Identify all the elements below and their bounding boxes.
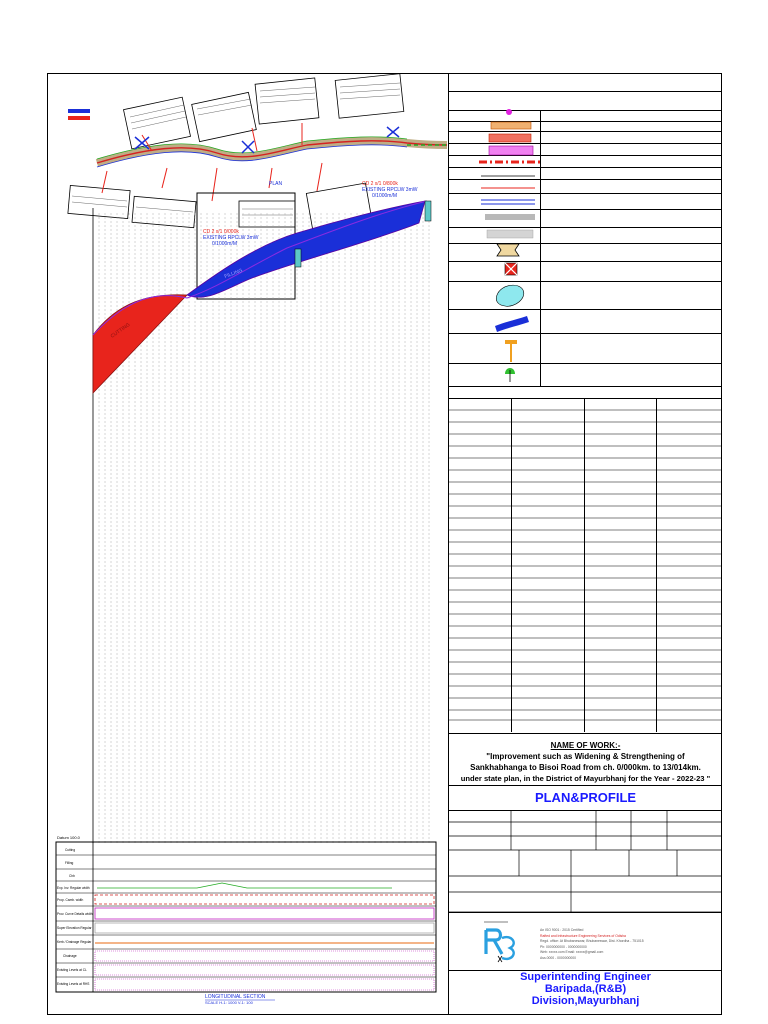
row-label-curve: Prov. Curve Details width xyxy=(57,912,93,916)
consultant-line-1: An ISO 9001 : 2015 Certified xyxy=(540,928,584,932)
signature-block xyxy=(449,971,722,1007)
row-label-chainage: Chainage xyxy=(63,954,77,958)
consultant-line-5: Web: xxxxx.com Email: xxxxx@gmail.com xyxy=(540,950,604,955)
scale-label: SCALE H-1: 1000 V-1: 100 xyxy=(205,1000,253,1005)
row-label-prop: Prop. Camb. width xyxy=(57,898,84,902)
left-title-banner-3: 0/1000m/M xyxy=(212,241,238,247)
signature-line-1: Superintending Engineer xyxy=(520,971,651,983)
fill-label: FILLING xyxy=(223,267,244,280)
consultant-details xyxy=(540,928,720,962)
name-of-work-block xyxy=(449,740,722,784)
name-of-work-line-1: "Improvement such as Widening & Strengthening of xyxy=(486,752,685,761)
name-of-work-line-2: Sankhabhanga to Bisoi Road from ch. 0/000km. to 13/014km. xyxy=(470,763,701,772)
consultant-line-3: Regd. office: At Bhubaneswar, Bhubaneswar, Dist. Khordha - 751015 xyxy=(540,939,644,944)
gray-road-icon xyxy=(485,214,535,220)
row-label-exp: Exp. Inv. Regular width xyxy=(57,886,90,890)
data-table-rows xyxy=(449,398,722,732)
tree-symbol-icon xyxy=(506,109,512,115)
left-title-banner-1: CD 2 x/1 0/000k xyxy=(203,229,239,235)
river-icon xyxy=(495,316,529,332)
electric-pole-icon xyxy=(505,340,517,362)
longitudinal-section-label: LONGITUDINAL SECTION xyxy=(205,994,266,1000)
consultant-line-2: Rafted and Infrastructure Engineering Services of Odisha xyxy=(540,933,626,938)
name-of-work-heading: NAME OF WORK:- xyxy=(550,741,621,750)
row-label-existing-rhs: Existing Levels at RHS xyxy=(57,982,90,986)
plan-label: PLAN xyxy=(269,181,283,187)
cutting-area xyxy=(93,295,187,393)
sheet-title: PLAN&PROFILE xyxy=(534,790,637,805)
consultant-line-6: Ass.0000 - 0000000000 xyxy=(540,955,577,960)
row-label-kerb: Kerb / Drainage Regular xyxy=(57,940,92,944)
pond-icon xyxy=(496,285,524,306)
left-title-banner-2: EXISTING RPCLW 3mW xyxy=(203,235,259,241)
consultant-line-4: Ph: 0000000000 - 0000000000 xyxy=(540,944,587,949)
right-title-banner-3: 0/1000m/M xyxy=(372,193,398,199)
row-label-super: Super Elevation Regular xyxy=(57,926,92,930)
signature-line-3: Division,Mayurbhanj xyxy=(531,995,640,1007)
row-label-filling: Filling xyxy=(65,861,74,865)
culvert-marker xyxy=(295,249,301,267)
legend-symbols xyxy=(449,100,541,390)
datum-label: Datum 100.0 xyxy=(57,835,80,840)
signature-line-2: Baripada,(R&B) xyxy=(544,983,627,995)
culvert-marker-right xyxy=(425,201,431,221)
gray-road-icon-2 xyxy=(487,230,533,238)
profile-table xyxy=(56,842,436,992)
row-label-cutting: Cutting xyxy=(65,848,76,852)
bridge-symbol-icon xyxy=(489,134,531,142)
revision-table xyxy=(449,810,722,912)
right-title-banner-2: EXISTING RPCLW 3mW xyxy=(362,187,418,193)
culvert-box-icon xyxy=(497,244,519,256)
name-of-work-line-3: under state plan, in the District of Mayurbhanj for the Year - 2022-23 " xyxy=(460,774,711,783)
cut-label: CUTTING xyxy=(109,321,132,340)
right-title-banner-1: CD 2 x/1 0/800k xyxy=(362,181,398,187)
plan-profile-drawing xyxy=(47,73,448,1015)
row-label-existing-cl: Existing Levels at CL xyxy=(57,968,87,972)
legend-chip-blue xyxy=(68,109,90,113)
plan-annotation-boxes xyxy=(68,74,404,229)
tb-row-1 xyxy=(449,91,722,92)
tb-row-title-top xyxy=(449,785,722,786)
culvert-symbol-icon xyxy=(491,122,531,129)
legend-chip-red xyxy=(68,116,90,120)
building-symbol-icon xyxy=(489,146,533,155)
row-label-chb: Chb xyxy=(69,874,75,878)
consultant-logo xyxy=(482,920,522,964)
